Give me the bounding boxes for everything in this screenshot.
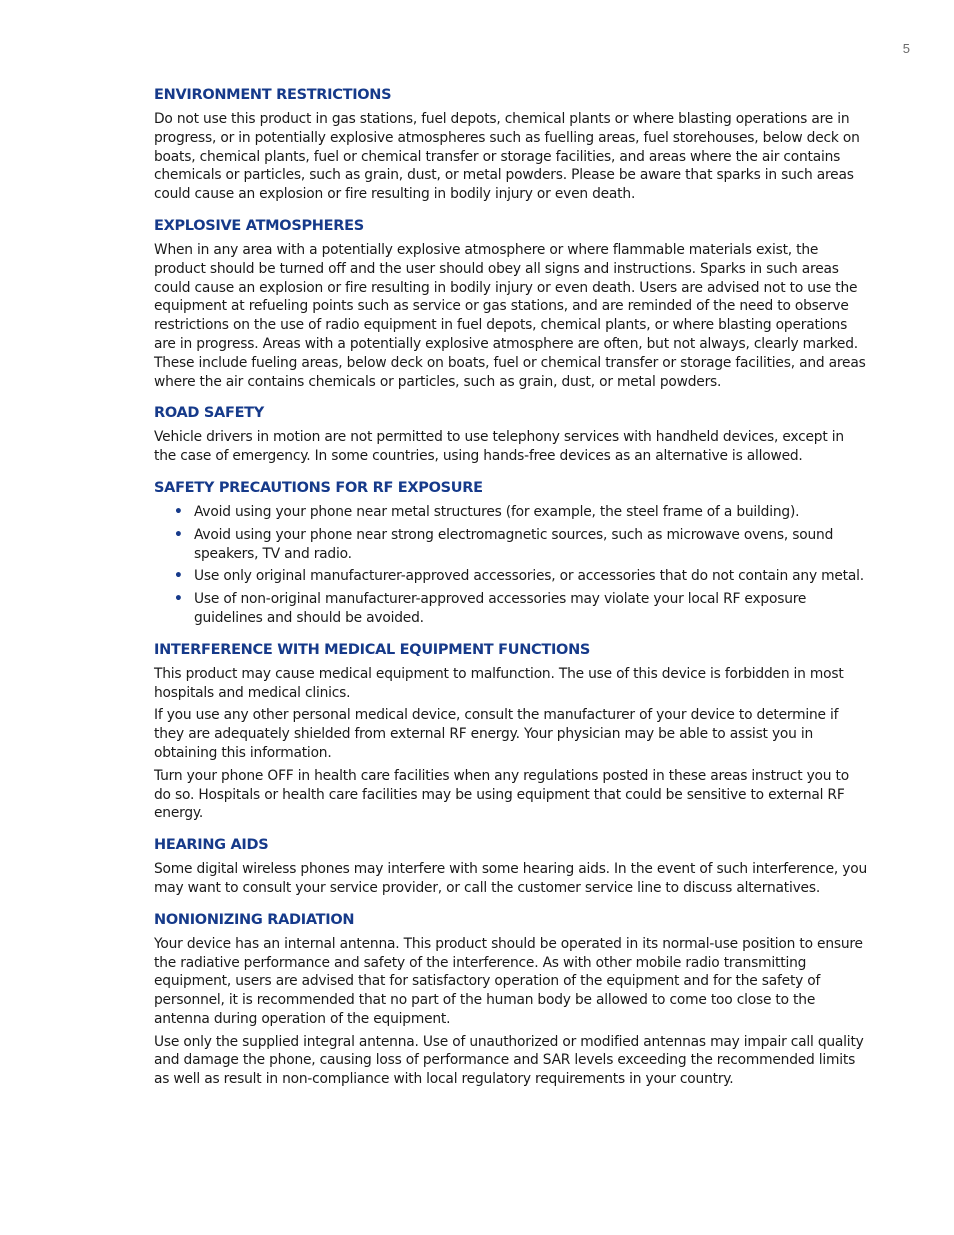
- bullet-icon: •: [174, 568, 183, 585]
- section-nonionizing-radiation: [154, 911, 868, 1089]
- section-environment-restrictions: [154, 86, 868, 204]
- section-heading: HEARING AIDS: [154, 837, 269, 854]
- bullet-icon: •: [174, 526, 183, 543]
- section-explosive-atmospheres: [154, 217, 868, 391]
- paragraph: Turn your phone OFF in health care facilities when any regulations posted in these areas instruct you to do so. Hospitals or health care facilities may be using equipment that could be sensitive to external RF energy.: [154, 767, 849, 822]
- paragraph: Do not use this product in gas stations, fuel depots, chemical plants or where blasting operations are in progress, or in potentially explosive atmospheres such as fuelling areas, fuel storehouses, below deck on boats, chemical plants, fuel or chemical transfer or storage facilities, and areas where the air contains chemicals or particles, such as grain, dust, or metal powders. Please be aware that sparks in such areas could cause an explosion or fire resulting in bodily injury or even death.: [154, 111, 860, 203]
- section-heading: SAFETY PRECAUTIONS FOR RF EXPOSURE: [154, 479, 483, 496]
- paragraph: This product may cause medical equipment to malfunction. The use of this device is forbidden in most hospitals and medical clinics.: [154, 665, 844, 701]
- paragraph: Your device has an internal antenna. This product should be operated in its normal-use position to ensure the radiative performance and safety of the interference. As with other mobile radio transmitting equipment, users are advised that for satisfactory operation of the equipment and for the safety of personnel, it is recommended that no part of the human body be allowed to come too close to the antenna during operation of the equipment.: [154, 935, 863, 1027]
- section-heading: INTERFERENCE WITH MEDICAL EQUIPMENT FUNCTIONS: [154, 641, 591, 658]
- document-body: [154, 86, 868, 1102]
- bullet-item: [154, 503, 868, 522]
- bullet-text: Use of non-original manufacturer-approved accessories may violate your local RF exposure guidelines and should be avoided.: [194, 591, 807, 626]
- paragraph: Use only the supplied integral antenna. Use of unauthorized or modified antennas may impair call quality and damage the phone, causing loss of performance and SAR levels exceeding the recommended limits as well as result in non-compliance with local regulatory requirements in your country.: [154, 1033, 864, 1088]
- paragraph: Vehicle drivers in motion are not permitted to use telephony services with handheld devices, except in the case of emergency. In some countries, using hands-free devices as an alternative is allowed.: [154, 429, 844, 465]
- section-medical-equipment: [154, 641, 868, 823]
- section-hearing-aids: [154, 836, 868, 898]
- section-road-safety: [154, 404, 868, 466]
- paragraph: When in any area with a potentially explosive atmosphere or where flammable materials exist, the product should be turned off and the user should obey all signs and instructions. Sparks in such areas could cause an explosion or fire resulting in bodily injury or even death. Users are advised not to use the equipment at refueling points such as service or gas stations, and are reminded of the need to observe restrictions on the use of radio equipment in fuel depots, chemical plants, or where blasting operations are in progress. Areas with a potentially explosive atmosphere are often, but not always, clearly marked. These include fueling areas, below deck on boats, fuel or chemical transfer or storage facilities, and areas where the air contains chemicals or particles, such as grain, dust, or metal powders.: [154, 241, 866, 390]
- bullet-icon: •: [174, 591, 183, 608]
- section-heading: ROAD SAFETY: [154, 405, 264, 422]
- bullet-item: [154, 526, 868, 564]
- page-number: 5: [902, 41, 910, 56]
- bullet-text: Avoid using your phone near metal structures (for example, the steel frame of a building).: [194, 503, 800, 520]
- paragraph: Some digital wireless phones may interfere with some hearing aids. In the event of such interference, you may want to consult your service provider, or call the customer service line to discuss alternatives.: [154, 861, 867, 896]
- section-heading: NONIONIZING RADIATION: [154, 911, 355, 928]
- section-heading: ENVIRONMENT RESTRICTIONS: [154, 87, 392, 103]
- bullet-text: Use only original manufacturer-approved accessories, or accessories that do not contain any metal.: [194, 568, 864, 585]
- bullet-text: Avoid using your phone near strong electromagnetic sources, such as microwave ovens, sound speakers, TV and radio.: [194, 526, 834, 562]
- bullet-icon: •: [174, 503, 183, 520]
- section-heading: EXPLOSIVE ATMOSPHERES: [154, 217, 364, 234]
- paragraph: If you use any other personal medical device, consult the manufacturer of your device to determine if they are adequately shielded from external RF energy. Your physician may be able to assist you in obtaining this information.: [154, 707, 839, 761]
- bullet-list: [154, 503, 868, 628]
- bullet-item: [154, 590, 868, 628]
- bullet-item: [154, 567, 868, 586]
- section-rf-exposure: [154, 479, 868, 628]
